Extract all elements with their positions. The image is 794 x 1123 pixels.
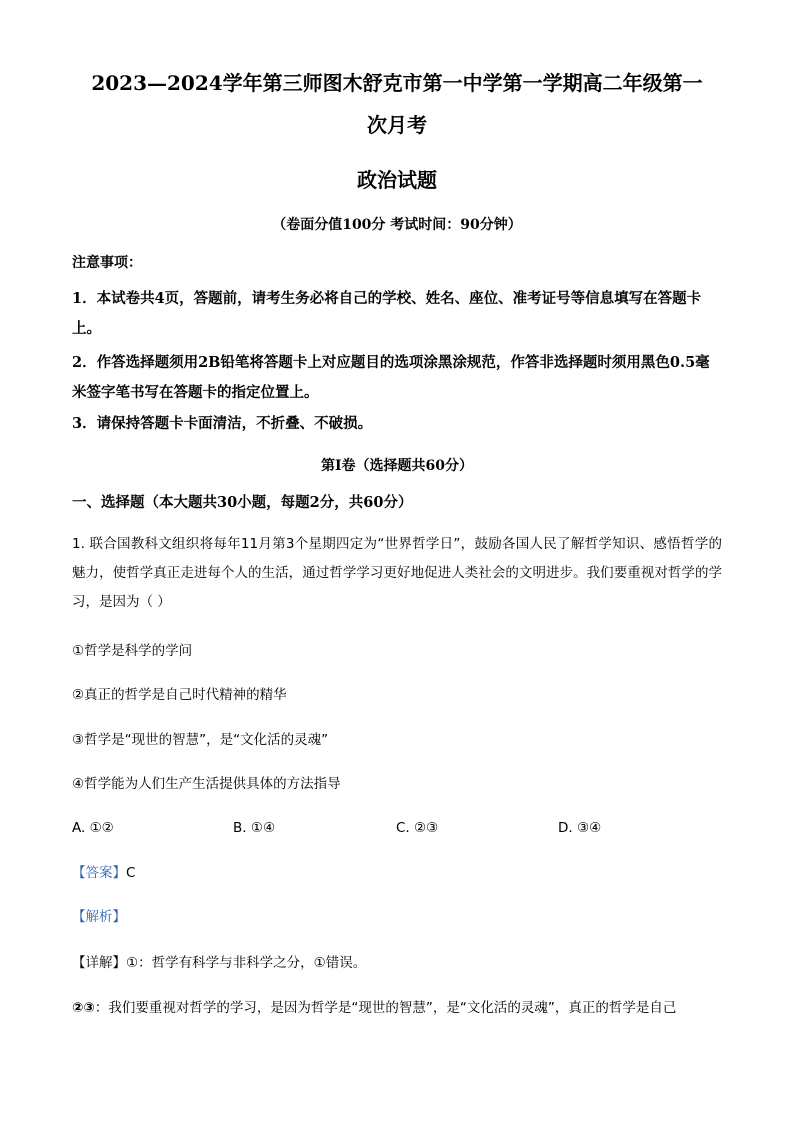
notice-heading: 注意事项： [72, 255, 142, 271]
detail-tag: 【详解】 [72, 955, 126, 971]
detail-line-2 [72, 998, 724, 1018]
analysis-line [72, 907, 126, 927]
answer-tag: 【答案】 [72, 865, 126, 881]
question-1-statement-3: ③哲学是“现世的智慧”，是“文化活的灵魂” [72, 732, 329, 748]
detail-2-prefix: ②③ [72, 1000, 95, 1016]
question-1-option-d: D. ③④ [558, 820, 602, 836]
exam-meta-info: （卷面分值100分 考试时间：90分钟） [272, 217, 522, 233]
question-1-statement-2: ②真正的哲学是自己时代精神的精华 [72, 687, 287, 703]
question-1-stem: 1. 联合国教科文组织将每年11月第3个星期四定为“世界哲学日”，鼓励各国人民了解哲学知识、感悟哲学的魅力，使哲学真正走进每个人的生活，通过哲学学习更好地促进人类社会的文明进步。我们要重视对哲学的学习，是因为（ ） [72, 536, 722, 610]
question-1-option-a: A. ①② [72, 820, 114, 836]
question-1-statement-1: ①哲学是科学的学问 [72, 643, 193, 659]
detail-text-1: ①：哲学有科学与非科学之分，①错误。 [126, 955, 367, 971]
detail-line-1 [72, 953, 724, 973]
notice-item-3: 3．请保持答题卡卡面清洁，不折叠、不破损。 [72, 415, 373, 432]
answer-value: C [126, 865, 136, 881]
detail-text-2: ：我们要重视对哲学的学习，是因为哲学是“现世的智慧”，是“文化活的灵魂”，真正的哲学是自己 [94, 1000, 677, 1016]
exam-subject-title: 政治试题 [357, 168, 437, 192]
notice-item-2: 2．作答选择题须用2B铅笔将答题卡上对应题目的选项涂黑涂规范，作答非选择题时须用黑色0.5毫米签字笔书写在答题卡的指定位置上。 [72, 354, 710, 401]
exam-title-line-1: 2023—2024学年第三师图木舒克市第一中学第一学期高二年级第一 [91, 71, 703, 95]
analysis-tag: 【解析】 [72, 909, 126, 925]
section-title: 第Ⅰ卷（选择题共60分） [320, 458, 474, 474]
exam-title-line-2: 次月考 [367, 113, 427, 137]
question-1-option-b: B. ①④ [233, 820, 276, 836]
question-1-statement-4: ④哲学能为人们生产生活提供具体的方法指导 [72, 776, 341, 792]
answer-line [72, 863, 135, 883]
notice-item-1: 1．本试卷共4页，答题前，请考生务必将自己的学校、姓名、座位、准考证号等信息填写在答题卡上。 [72, 290, 702, 337]
part-title: 一、选择题（本大题共30小题，每题2分，共60分） [72, 494, 413, 511]
question-1-option-c: C. ②③ [396, 820, 439, 836]
